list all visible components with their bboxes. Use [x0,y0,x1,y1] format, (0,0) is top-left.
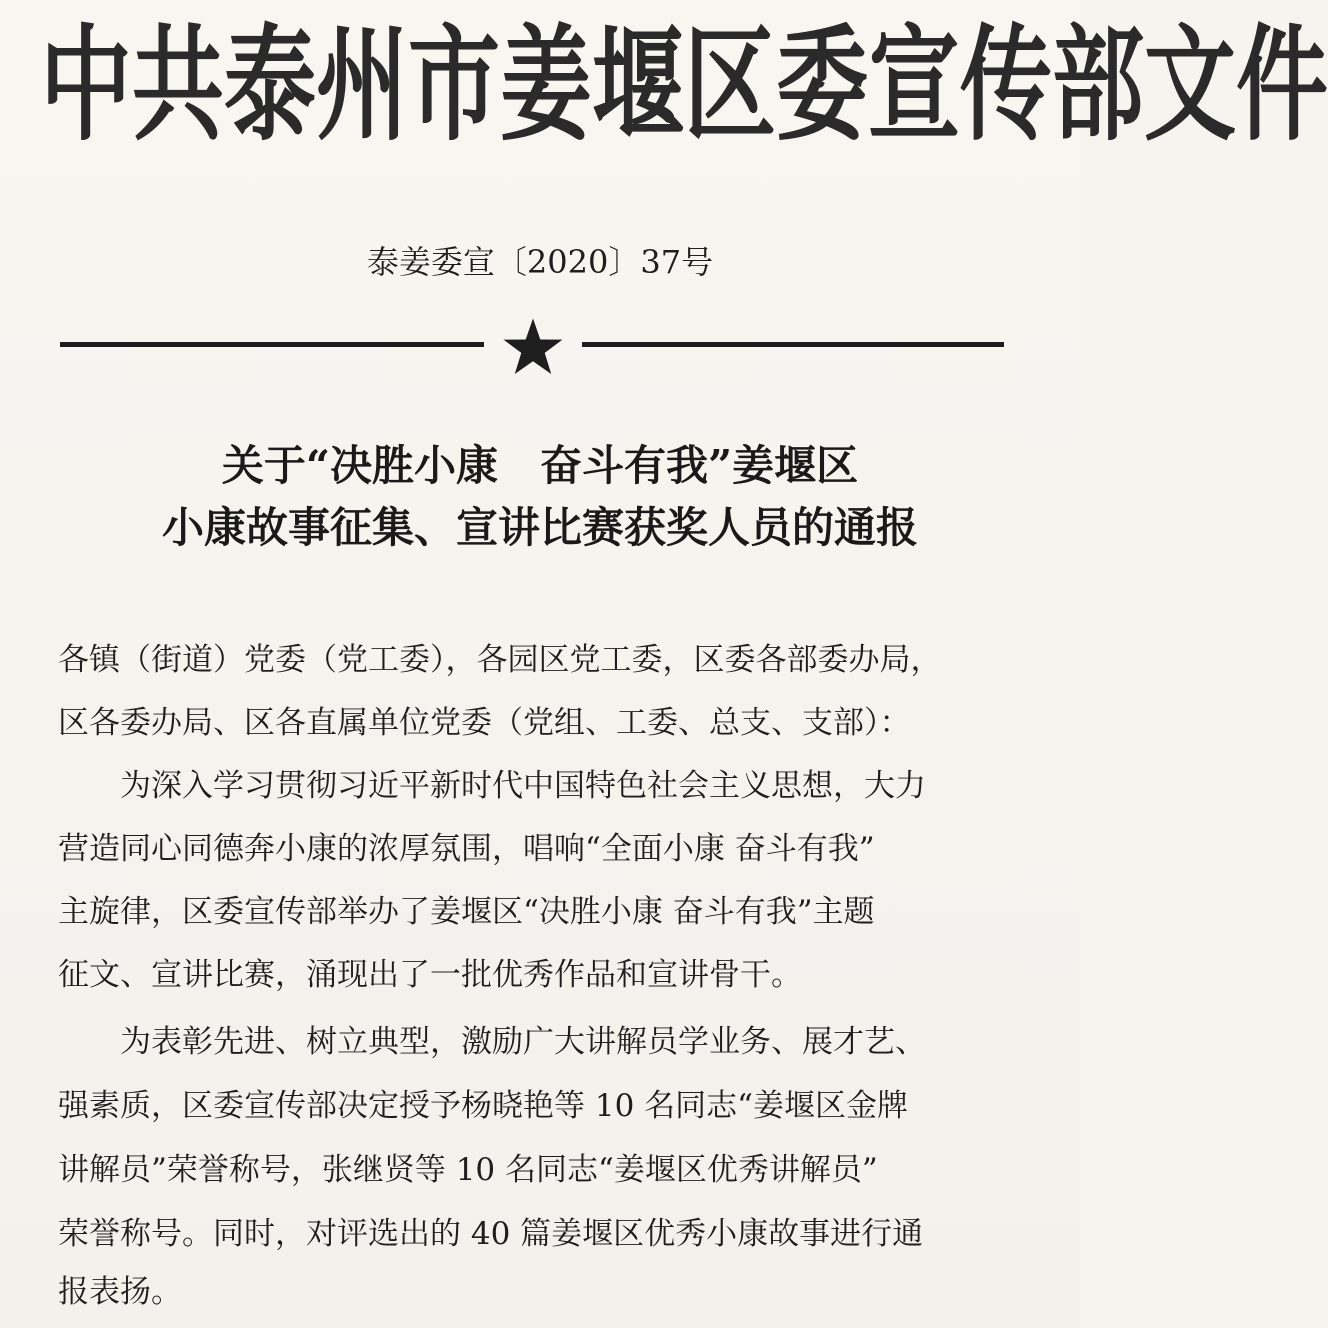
divider-line-right [582,342,1004,347]
notice-title-line-1: 关于“决胜小康 奋斗有我”姜堰区 [221,441,859,490]
document-number: 泰姜委宣〔2020〕37号 [366,243,714,281]
body-line: 各镇（街道）党委（党工委），各园区党工委，区委各部委办局， [58,642,942,678]
body-line: 主旋律，区委宣传部举办了姜堰区“决胜小康 奋斗有我”主题 [58,894,875,930]
body-line: 营造同心同德奔小康的浓厚氛围，唱响“全面小康 奋斗有我” [58,831,875,867]
body-line: 征文、宣讲比赛，涌现出了一批优秀作品和宣讲骨干。 [58,957,802,993]
body-line: 荣誉称号。同时，对评选出的 40 篇姜堰区优秀小康故事进行通 [58,1216,924,1252]
body-line: 讲解员”荣誉称号，张继贤等 10 名同志“姜堰区优秀讲解员” [58,1152,878,1188]
notice-title-line-2: 小康故事征集、宣讲比赛获奖人员的通报 [161,503,918,552]
body-line: 强素质，区委宣传部决定授予杨晓艳等 10 名同志“姜堰区金牌 [58,1088,908,1124]
divider-line-left [60,342,484,347]
body-line: 为深入学习贯彻习近平新时代中国特色社会主义思想，大力 [58,768,926,804]
body-line: 报表扬。 [58,1274,182,1310]
star-icon [502,316,564,378]
body-line: 区各委办局、区各直属单位党委（党组、工委、总支、支部）： [58,705,911,741]
body-line: 为表彰先进、树立典型，激励广大讲解员学业务、展才艺、 [58,1024,926,1060]
header-title: 中共泰州市姜堰区委宣传部文件 [40,12,1328,158]
